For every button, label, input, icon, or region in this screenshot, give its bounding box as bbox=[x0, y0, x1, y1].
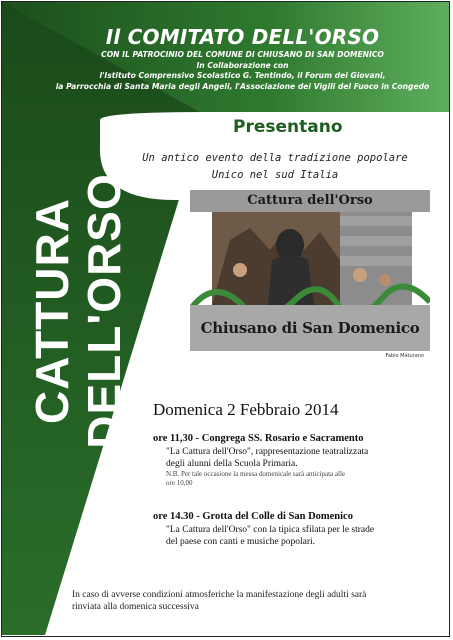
subtitle-line-1: Un antico evento della tradizione popolare bbox=[142, 152, 408, 164]
patronage-line: CON IL PATROCINIO DEL COMUNE DI CHIUSANO DI SAN DOMENICO bbox=[101, 50, 384, 59]
weather-notice-line-2: rinviata alla domenica successiva bbox=[72, 602, 199, 612]
event-photo bbox=[190, 190, 430, 360]
presentano-heading: Presentano bbox=[233, 117, 343, 137]
photo-credit: Fabio Maturano bbox=[385, 353, 424, 359]
event-morning-heading: ore 11,30 - Congrega SS. Rosario e Sacramento bbox=[153, 433, 364, 444]
event-morning-note-1: N.B. Per tale occasione la messa domenicale sarà anticipata alle bbox=[166, 470, 346, 478]
event-morning-note-2: ore 10,00 bbox=[166, 479, 193, 487]
event-afternoon-desc-2: del paese con canti e musiche popolari. bbox=[166, 537, 316, 547]
event-afternoon-heading: ore 14.30 - Grotta del Colle di San Domenico bbox=[153, 511, 353, 522]
collaborators-line-2: la Parrocchia di Santa Maria degli Angeli, l'Associazione dei Vigili del Fuoco in Congedo bbox=[55, 81, 430, 91]
event-morning-desc-2: degli alunni della Scuola Primaria. bbox=[166, 459, 298, 469]
subtitle bbox=[120, 150, 430, 184]
photo-banner-bottom: Chiusano di San Domenico bbox=[190, 305, 430, 351]
photo-banner-top: Cattura dell'Orso bbox=[190, 190, 430, 212]
event-afternoon bbox=[153, 510, 374, 548]
event-morning-desc-1: "La Cattura dell'Orso", rappresentazione teatralizzata bbox=[166, 447, 369, 457]
vertical-title: CATTURA DELL'ORSO bbox=[26, 173, 130, 449]
collaborators-line-1: l'Istituto Comprensivo Scolastico G. Tentindo, il Forum dei Giovani, bbox=[99, 71, 386, 80]
event-morning bbox=[153, 432, 368, 488]
weather-notice bbox=[72, 589, 412, 613]
header bbox=[40, 24, 445, 92]
event-afternoon-desc-1: "La Cattura dell'Orso" con la tipica sfilata per le strade bbox=[166, 525, 375, 535]
poster-title: Il COMITATO DELL'ORSO bbox=[105, 25, 380, 49]
weather-notice-line-1: In caso di avverse condizioni atmosferiche la manifestazione degli adulti sarà bbox=[72, 590, 367, 600]
event-date: Domenica 2 Febbraio 2014 bbox=[153, 400, 339, 419]
collaboration-label: In Collaborazione con bbox=[196, 60, 289, 70]
subtitle-line-2: Unico nel sud Italia bbox=[211, 169, 339, 181]
